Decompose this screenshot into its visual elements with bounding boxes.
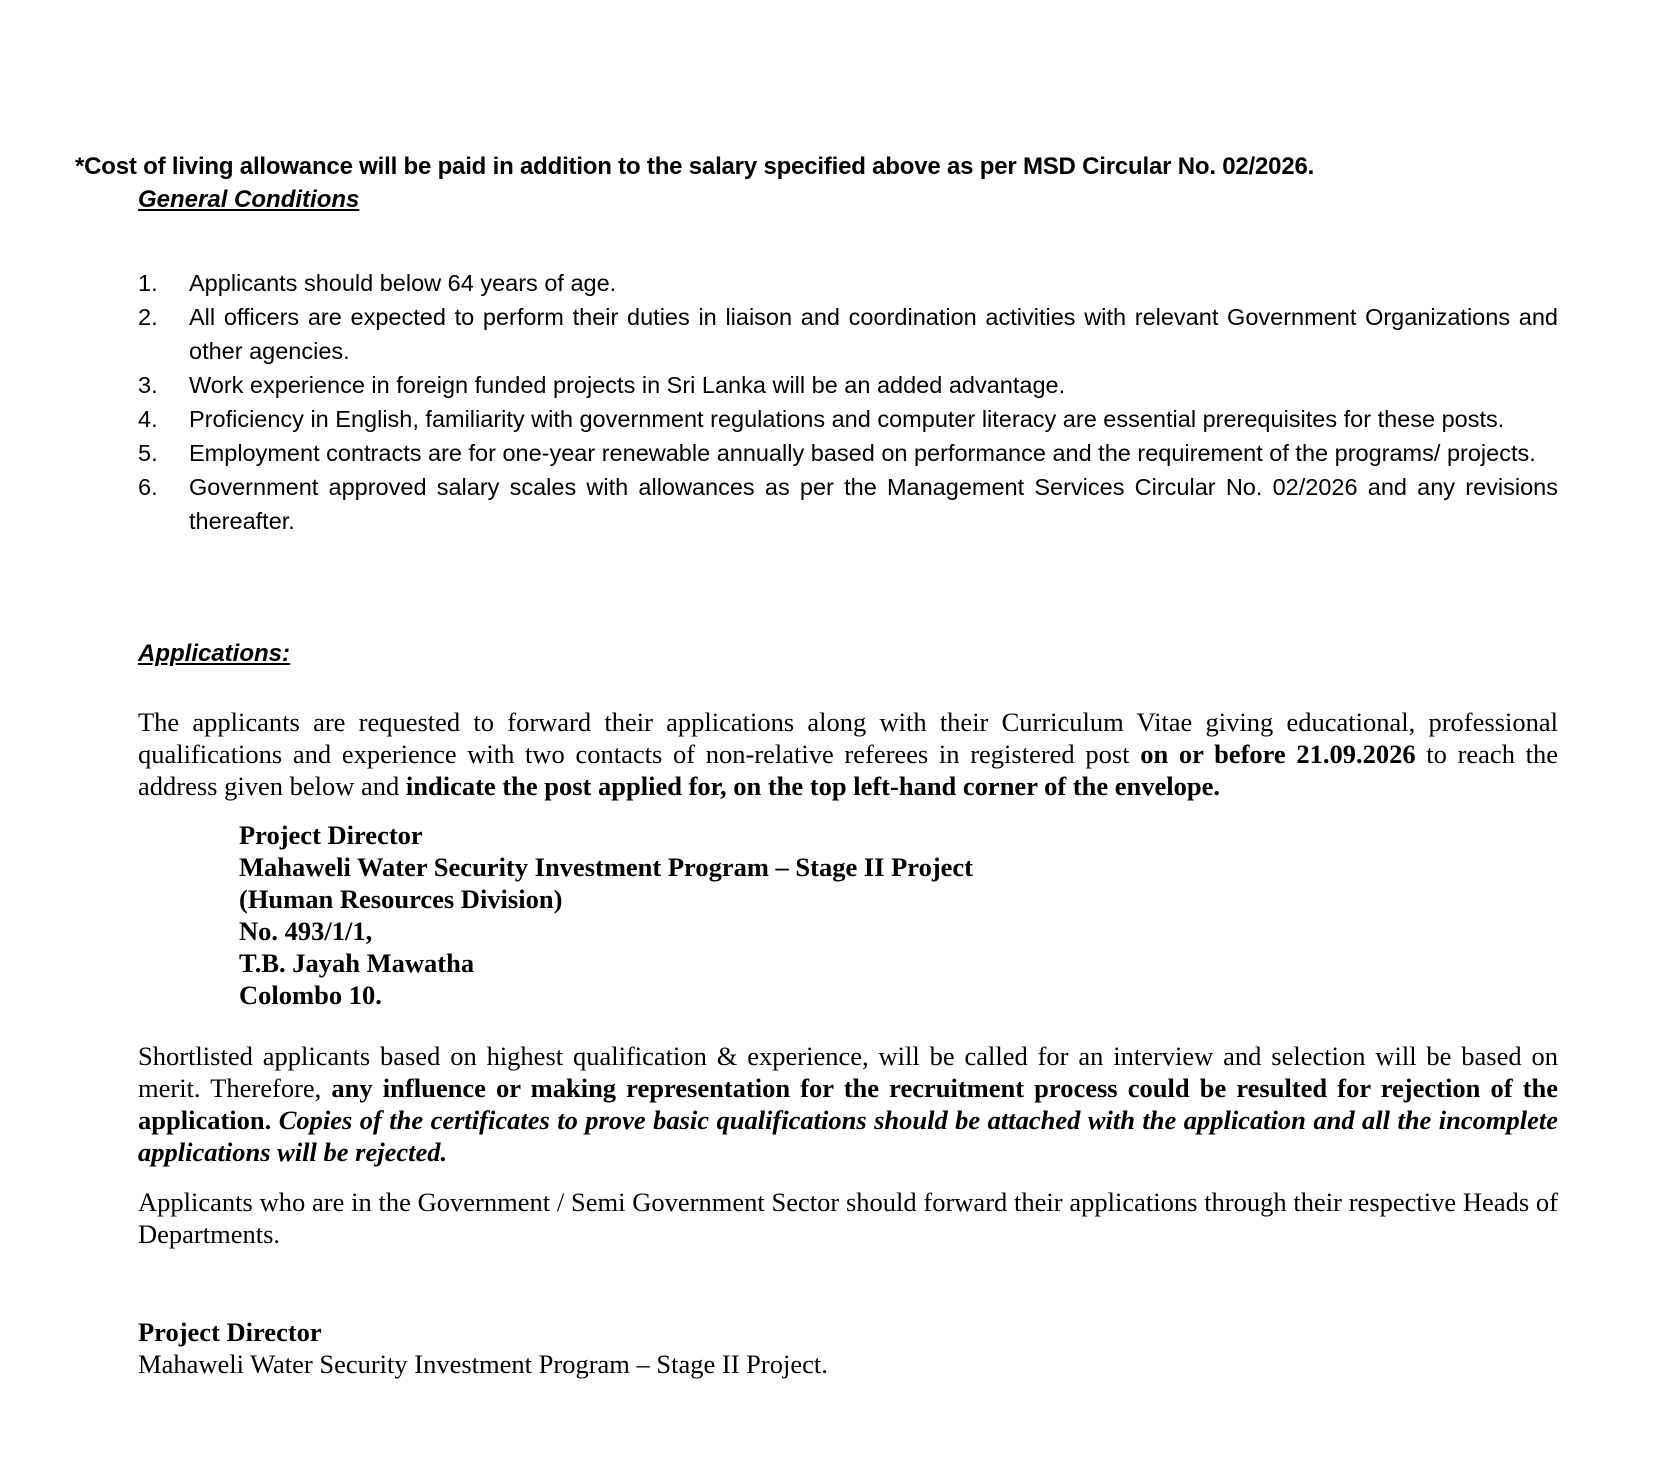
selection-paragraph <box>138 1040 1558 1168</box>
signature-block <box>138 1316 828 1380</box>
list-item-number: 2. <box>138 304 158 330</box>
address-line: Project Director <box>239 820 423 850</box>
list-item-number: 1. <box>138 270 158 296</box>
list-item <box>138 402 1558 436</box>
instructions-text: The applicants are requested to forward their applications along with their Curriculum Vitae giving educational, professional qualifications and experience with two contacts of non-relative referees in registered post <box>138 707 1558 769</box>
list-item <box>138 470 1558 538</box>
mailing-address <box>239 819 973 1011</box>
list-item-text: Work experience in foreign funded projects in Sri Lanka will be an added advantage. <box>189 372 1066 398</box>
applications-heading: Applications: <box>138 640 291 667</box>
influence-warning: any influence or making representation for the recruitment process could be resulted for rejection of the application. <box>138 1073 1558 1135</box>
instructions-text-cont: to reach the address given below and <box>138 739 1558 801</box>
selection-text: Shortlisted applicants based on highest qualification & experience, will be called for an interview and selection will be based on merit. Therefore, <box>138 1041 1558 1103</box>
list-item-number: 6. <box>138 474 158 500</box>
list-item-number: 5. <box>138 440 158 466</box>
list-item-text: Proficiency in English, familiarity with government regulations and computer literacy are essential prerequisites for these posts. <box>189 406 1505 432</box>
list-item <box>138 300 1558 368</box>
deadline-text: on or before 21.09.2026 <box>1140 739 1416 769</box>
list-item <box>138 368 1558 402</box>
address-line: T.B. Jayah Mawatha <box>239 948 475 978</box>
signatory-title: Project Director <box>138 1317 322 1347</box>
list-item <box>138 266 1558 300</box>
general-conditions-heading: General Conditions <box>138 186 360 213</box>
list-item-text: Government approved salary scales with allowances as per the Management Services Circular No. 02/2026 and any revisions thereafter. <box>189 474 1558 534</box>
signatory-organization: Mahaweli Water Security Investment Program – Stage II Project. <box>138 1349 828 1379</box>
cost-of-living-note: *Cost of living allowance will be paid in addition to the salary specified above as per MSD Circular No. 02/2026. <box>75 153 1315 180</box>
list-item-text: All officers are expected to perform their duties in liaison and coordination activities with relevant Government Organizations and other agencies. <box>189 304 1558 364</box>
list-item-number: 4. <box>138 406 158 432</box>
address-line: Colombo 10. <box>239 980 382 1010</box>
list-item-number: 3. <box>138 372 158 398</box>
list-item-text: Employment contracts are for one-year renewable annually based on performance and the requirement of the programs/ projects. <box>189 440 1536 466</box>
list-item-text: Applicants should below 64 years of age. <box>189 270 617 296</box>
address-line: Mahaweli Water Security Investment Program – Stage II Project <box>239 852 974 882</box>
general-conditions-list <box>138 266 1558 538</box>
government-sector-paragraph: Applicants who are in the Government / Semi Government Sector should forward their applications through their respective Heads of Departments. <box>138 1187 1558 1249</box>
envelope-instruction: indicate the post applied for, on the top left-hand corner of the envelope. <box>405 771 1220 801</box>
list-item <box>138 436 1558 470</box>
address-line: No. 493/1/1, <box>239 916 373 946</box>
applications-instructions <box>138 706 1558 802</box>
address-line: (Human Resources Division) <box>239 884 563 914</box>
certificates-warning: Copies of the certificates to prove basic qualifications should be attached with the application and all the incomplete applications will be rejected. <box>138 1105 1558 1167</box>
